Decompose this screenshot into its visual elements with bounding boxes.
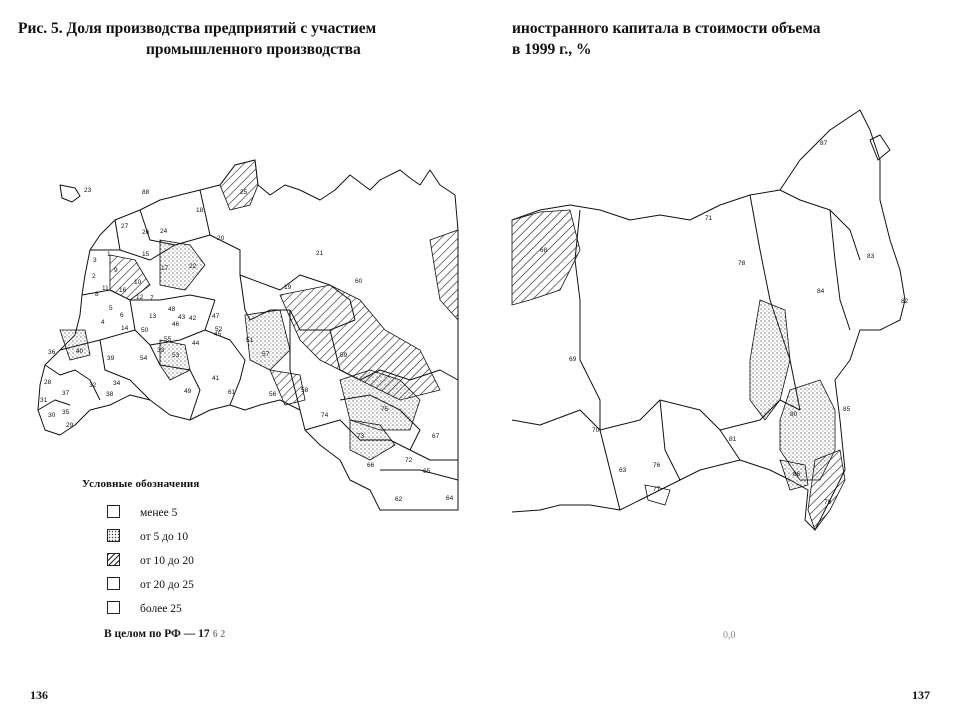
region-label: 3 (93, 257, 97, 264)
map-left-shading (60, 160, 458, 460)
region-label: 66 (367, 462, 375, 469)
region-label: 36 (48, 349, 56, 356)
page-number-left: 136 (30, 688, 48, 702)
region-label: 61 (228, 389, 236, 396)
region-label: 74 (321, 412, 329, 419)
legend-total-text: В целом по РФ — 17 (104, 628, 210, 640)
figure-title-right-line1: иностранного капитала в стоимости объема (512, 20, 821, 37)
region-label: 28 (44, 379, 52, 386)
region-label: 34 (113, 380, 121, 387)
region-label: 52 (215, 326, 223, 333)
region-label: 12 (136, 294, 144, 301)
legend-label: от 10 до 20 (140, 555, 194, 567)
region-label: 39 (107, 355, 115, 362)
region-label: 14 (121, 325, 129, 332)
map-right-shading (512, 210, 845, 530)
region-label: 83 (867, 253, 875, 260)
region-label: 70 (592, 427, 600, 434)
region-label: 13 (149, 313, 157, 320)
region-label: 15 (142, 251, 150, 258)
region-label: 56 (269, 391, 277, 398)
region-label: 51 (246, 337, 254, 344)
region-label: 81 (729, 436, 737, 443)
region-label: 77 (653, 486, 661, 493)
figure-title-left-line1: Рис. 5. Доля производства предприятий с участием (18, 20, 377, 37)
region-label: 73 (357, 433, 365, 440)
region-label: 50 (141, 327, 149, 334)
legend-label: от 5 до 10 (140, 531, 189, 543)
figure-title-right-line2: в 1999 г., % (512, 41, 592, 58)
region-label: 58 (301, 387, 309, 394)
region-label: 76 (653, 462, 661, 469)
region-label: 23 (84, 187, 92, 194)
map-right-half (512, 110, 905, 530)
legend-title: Условные обозначения (82, 478, 200, 490)
region-label: 33 (157, 347, 165, 354)
region-label: 41 (212, 375, 220, 382)
region-label: 19 (284, 284, 292, 291)
region-label: 63 (619, 467, 627, 474)
region-label: 42 (189, 315, 197, 322)
region-label: 49 (184, 388, 192, 395)
region-label: 35 (62, 409, 70, 416)
region-label: 67 (432, 433, 440, 440)
region-label: 64 (446, 495, 454, 502)
region-label: 46 (172, 321, 180, 328)
region-label: 53 (172, 352, 180, 359)
legend-label: менее 5 (140, 507, 178, 519)
region-label: 24 (160, 228, 168, 235)
region-label: 2 (92, 273, 96, 280)
region-label: 18 (196, 207, 204, 214)
legend-label: более 25 (140, 603, 182, 615)
region-label: 5 (109, 305, 113, 312)
page-fragment-right: 0,0 (723, 630, 736, 641)
region-label: 29 (66, 422, 74, 429)
region-label: 59 (340, 352, 348, 359)
region-label: 30 (48, 412, 56, 419)
region-label: 87 (820, 140, 828, 147)
region-label: 85 (843, 406, 851, 413)
region-label: 54 (140, 355, 148, 362)
region-label: 57 (262, 351, 270, 358)
region-label: 82 (901, 298, 909, 305)
region-label: 26 (142, 229, 150, 236)
region-label: 37 (62, 390, 70, 397)
region-label: 7 (150, 295, 154, 302)
legend-total (104, 628, 225, 640)
region-label: 71 (705, 215, 713, 222)
region-label: 22 (189, 263, 197, 270)
region-label: 6 (120, 312, 124, 319)
region-label: 79 (824, 499, 832, 506)
legend-swatch-blank (107, 577, 120, 590)
region-label: 21 (316, 250, 324, 257)
legend-item (107, 529, 188, 547)
legend-swatch-blank (107, 601, 120, 614)
region-label: 69 (569, 356, 577, 363)
region-label: 47 (212, 313, 220, 320)
region-label: 48 (168, 306, 176, 313)
legend-swatch-blank (107, 505, 120, 518)
region-label: 9 (114, 267, 118, 274)
region-label: 55 (164, 336, 172, 343)
region-label: 88 (142, 189, 150, 196)
region-label: 72 (405, 457, 413, 464)
region-label: 62 (395, 496, 403, 503)
figure-title-left-line2: промышленного производства (146, 41, 361, 58)
region-label: 86 (793, 471, 801, 478)
region-label: 4 (101, 319, 105, 326)
region-label: 32 (89, 382, 97, 389)
region-label: 60 (355, 278, 363, 285)
page-number-right: 137 (912, 688, 930, 702)
legend-item (107, 505, 177, 523)
region-labels-right (540, 140, 909, 506)
region-label: 20 (217, 235, 225, 242)
region-label: 27 (121, 223, 129, 230)
region-label: 38 (106, 391, 114, 398)
region-label: 25 (240, 189, 248, 196)
region-label: 10 (134, 279, 142, 286)
legend-label: от 20 до 25 (140, 579, 194, 591)
region-label: 68 (540, 247, 548, 254)
region-label: 45 (214, 331, 222, 338)
legend-swatch-dots (107, 529, 120, 542)
legend-total-fragment: 6 2 (212, 629, 226, 640)
region-label: 43 (178, 314, 186, 321)
legend-item (107, 601, 182, 619)
region-label: 16 (119, 287, 127, 294)
region-label: 80 (790, 411, 798, 418)
region-label: 65 (423, 468, 431, 475)
region-label: 17 (161, 265, 169, 272)
region-label: 40 (76, 348, 84, 355)
region-label: 75 (381, 406, 389, 413)
region-label: 11 (102, 285, 109, 292)
region-label: 78 (738, 260, 746, 267)
region-label: 84 (817, 288, 825, 295)
region-label: 44 (192, 340, 200, 347)
legend-item (107, 553, 194, 571)
region-label: 8 (95, 291, 99, 298)
legend-item (107, 577, 194, 595)
region-label: 1 (107, 251, 111, 258)
legend-swatch-hatch (107, 553, 120, 566)
region-label: 31 (40, 397, 48, 404)
